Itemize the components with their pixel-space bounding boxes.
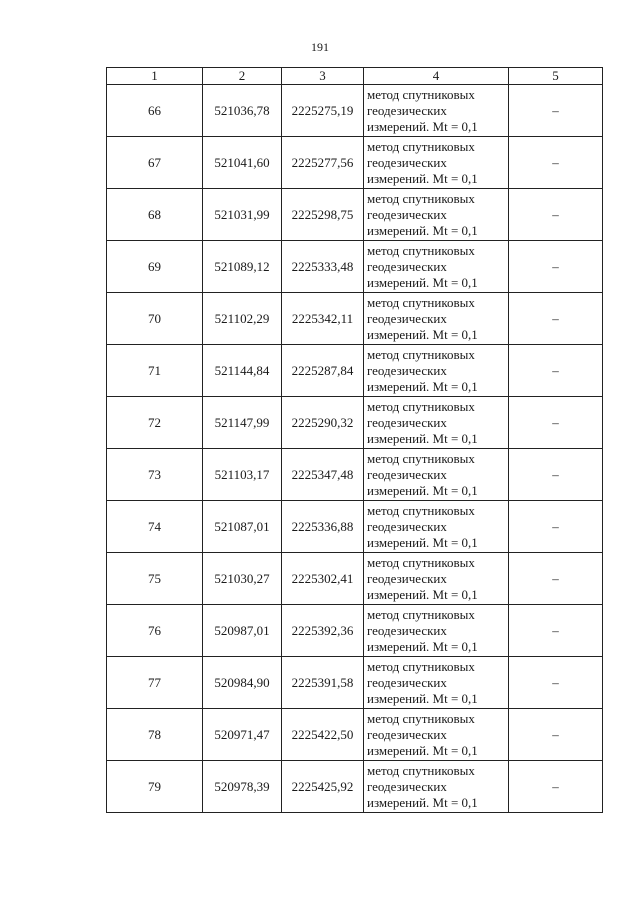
- method-text-line: геодезических: [367, 778, 447, 794]
- point-number-cell: 70: [107, 293, 203, 345]
- method-cell: [364, 657, 509, 709]
- method-cell: [364, 293, 509, 345]
- point-number-cell: 72: [107, 397, 203, 449]
- method-text-line: геодезических: [367, 674, 447, 690]
- dash-cell: –: [509, 761, 603, 813]
- y-coordinate-cell: 2225277,56: [282, 137, 364, 189]
- point-number-cell: 68: [107, 189, 203, 241]
- method-text-line: измерений. Mt = 0,1: [367, 430, 478, 446]
- x-coordinate-cell: 521036,78: [203, 85, 282, 137]
- y-coordinate-cell: 2225392,36: [282, 605, 364, 657]
- dash-cell: –: [509, 501, 603, 553]
- dash-cell: –: [509, 709, 603, 761]
- method-cell: [364, 501, 509, 553]
- method-text-line: измерений. Mt = 0,1: [367, 638, 478, 654]
- method-text-line: метод спутниковых: [367, 242, 475, 258]
- dash-cell: –: [509, 293, 603, 345]
- dash-cell: –: [509, 241, 603, 293]
- dash-cell: –: [509, 345, 603, 397]
- method-text-line: геодезических: [367, 102, 447, 118]
- dash-cell: –: [509, 137, 603, 189]
- dash-cell: –: [509, 85, 603, 137]
- method-text-line: измерений. Mt = 0,1: [367, 482, 478, 498]
- y-coordinate-cell: 2225336,88: [282, 501, 364, 553]
- table-row: [107, 137, 603, 189]
- method-text-line: геодезических: [367, 310, 447, 326]
- point-number-cell: 78: [107, 709, 203, 761]
- method-cell: [364, 709, 509, 761]
- table-row: [107, 605, 603, 657]
- header-col-2: 2: [203, 68, 282, 85]
- point-number-cell: 71: [107, 345, 203, 397]
- method-text-line: геодезических: [367, 154, 447, 170]
- x-coordinate-cell: 521103,17: [203, 449, 282, 501]
- y-coordinate-cell: 2225422,50: [282, 709, 364, 761]
- y-coordinate-cell: 2225347,48: [282, 449, 364, 501]
- table-row: [107, 709, 603, 761]
- x-coordinate-cell: 520978,39: [203, 761, 282, 813]
- method-text-line: метод спутниковых: [367, 138, 475, 154]
- y-coordinate-cell: 2225287,84: [282, 345, 364, 397]
- table-row: [107, 85, 603, 137]
- x-coordinate-cell: 520971,47: [203, 709, 282, 761]
- table-row: [107, 761, 603, 813]
- point-number-cell: 67: [107, 137, 203, 189]
- table-header-row: [107, 68, 603, 85]
- table-row: [107, 501, 603, 553]
- method-text-line: измерений. Mt = 0,1: [367, 742, 478, 758]
- method-text-line: метод спутниковых: [367, 190, 475, 206]
- dash-cell: –: [509, 397, 603, 449]
- table-body: [107, 85, 603, 813]
- page-number: 191: [311, 40, 329, 54]
- y-coordinate-cell: 2225275,19: [282, 85, 364, 137]
- method-text-line: измерений. Mt = 0,1: [367, 274, 478, 290]
- x-coordinate-cell: 521030,27: [203, 553, 282, 605]
- method-cell: [364, 85, 509, 137]
- point-number-cell: 66: [107, 85, 203, 137]
- table-row: [107, 449, 603, 501]
- method-text-line: геодезических: [367, 258, 447, 274]
- method-text-line: метод спутниковых: [367, 606, 475, 622]
- method-text-line: измерений. Mt = 0,1: [367, 586, 478, 602]
- method-text-line: геодезических: [367, 622, 447, 638]
- method-cell: [364, 189, 509, 241]
- header-col-3: 3: [282, 68, 364, 85]
- method-text-line: метод спутниковых: [367, 450, 475, 466]
- y-coordinate-cell: 2225333,48: [282, 241, 364, 293]
- point-number-cell: 73: [107, 449, 203, 501]
- method-text-line: метод спутниковых: [367, 658, 475, 674]
- method-cell: [364, 605, 509, 657]
- table-row: [107, 345, 603, 397]
- method-cell: [364, 397, 509, 449]
- point-number-cell: 79: [107, 761, 203, 813]
- x-coordinate-cell: 521031,99: [203, 189, 282, 241]
- dash-cell: –: [509, 553, 603, 605]
- dash-cell: –: [509, 605, 603, 657]
- x-coordinate-cell: 520987,01: [203, 605, 282, 657]
- point-number-cell: 77: [107, 657, 203, 709]
- y-coordinate-cell: 2225391,58: [282, 657, 364, 709]
- method-text-line: измерений. Mt = 0,1: [367, 222, 478, 238]
- y-coordinate-cell: 2225342,11: [282, 293, 364, 345]
- x-coordinate-cell: 521102,29: [203, 293, 282, 345]
- x-coordinate-cell: 521147,99: [203, 397, 282, 449]
- dash-cell: –: [509, 449, 603, 501]
- table-row: [107, 241, 603, 293]
- method-text-line: метод спутниковых: [367, 502, 475, 518]
- method-text-line: измерений. Mt = 0,1: [367, 534, 478, 550]
- method-text-line: геодезических: [367, 362, 447, 378]
- table-row: [107, 553, 603, 605]
- dash-cell: –: [509, 657, 603, 709]
- point-number-cell: 75: [107, 553, 203, 605]
- method-text-line: геодезических: [367, 206, 447, 222]
- y-coordinate-cell: 2225302,41: [282, 553, 364, 605]
- table-row: [107, 397, 603, 449]
- point-number-cell: 76: [107, 605, 203, 657]
- method-text-line: геодезических: [367, 466, 447, 482]
- method-text-line: измерений. Mt = 0,1: [367, 326, 478, 342]
- method-cell: [364, 241, 509, 293]
- method-cell: [364, 761, 509, 813]
- coordinates-table: [106, 67, 603, 813]
- x-coordinate-cell: 521087,01: [203, 501, 282, 553]
- method-text-line: метод спутниковых: [367, 554, 475, 570]
- header-col-4: 4: [364, 68, 509, 85]
- point-number-cell: 74: [107, 501, 203, 553]
- method-cell: [364, 553, 509, 605]
- x-coordinate-cell: 521089,12: [203, 241, 282, 293]
- y-coordinate-cell: 2225298,75: [282, 189, 364, 241]
- y-coordinate-cell: 2225425,92: [282, 761, 364, 813]
- header-col-5: 5: [509, 68, 603, 85]
- method-text-line: метод спутниковых: [367, 762, 475, 778]
- method-text-line: метод спутниковых: [367, 86, 475, 102]
- method-text-line: измерений. Mt = 0,1: [367, 378, 478, 394]
- method-text-line: измерений. Mt = 0,1: [367, 794, 478, 810]
- method-text-line: геодезических: [367, 518, 447, 534]
- method-text-line: измерений. Mt = 0,1: [367, 118, 478, 134]
- method-cell: [364, 449, 509, 501]
- x-coordinate-cell: 521144,84: [203, 345, 282, 397]
- method-text-line: геодезических: [367, 726, 447, 742]
- method-text-line: геодезических: [367, 414, 447, 430]
- method-text-line: метод спутниковых: [367, 398, 475, 414]
- point-number-cell: 69: [107, 241, 203, 293]
- method-text-line: измерений. Mt = 0,1: [367, 690, 478, 706]
- method-text-line: метод спутниковых: [367, 710, 475, 726]
- method-cell: [364, 345, 509, 397]
- method-text-line: метод спутниковых: [367, 346, 475, 362]
- method-cell: [364, 137, 509, 189]
- method-text-line: геодезических: [367, 570, 447, 586]
- x-coordinate-cell: 520984,90: [203, 657, 282, 709]
- y-coordinate-cell: 2225290,32: [282, 397, 364, 449]
- method-text-line: метод спутниковых: [367, 294, 475, 310]
- table-row: [107, 293, 603, 345]
- table-row: [107, 189, 603, 241]
- method-text-line: измерений. Mt = 0,1: [367, 170, 478, 186]
- dash-cell: –: [509, 189, 603, 241]
- x-coordinate-cell: 521041,60: [203, 137, 282, 189]
- header-col-1: 1: [107, 68, 203, 85]
- table-row: [107, 657, 603, 709]
